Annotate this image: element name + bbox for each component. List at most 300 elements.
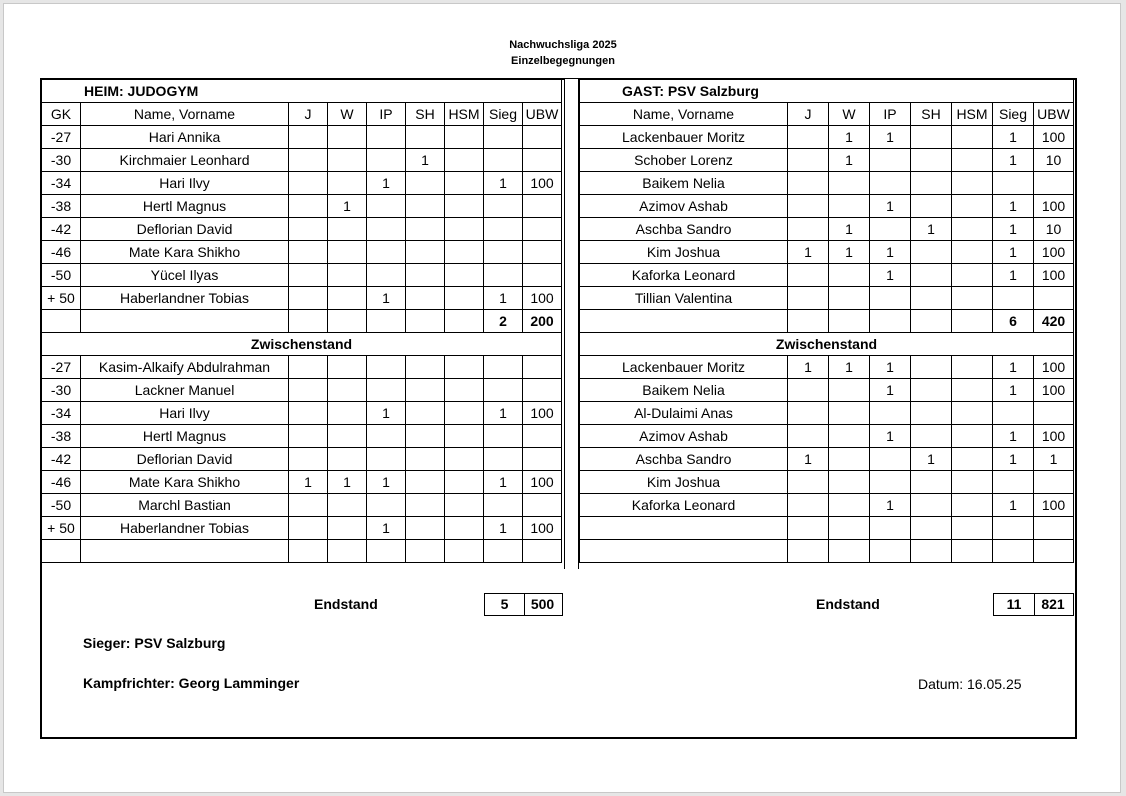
table-cell [523, 448, 562, 471]
table-cell: 10 [1034, 149, 1074, 172]
table-cell [952, 218, 993, 241]
table-cell [445, 126, 484, 149]
empty-cell [445, 310, 484, 333]
table-cell: 1 [993, 126, 1034, 149]
table-cell: 1 [870, 379, 911, 402]
table-row [580, 241, 1074, 264]
table-cell [952, 448, 993, 471]
table-cell [328, 356, 367, 379]
guest-section-row [580, 333, 1074, 356]
table-row [42, 287, 562, 310]
guest-round1-total-row [580, 310, 1074, 333]
table-cell [993, 517, 1034, 540]
document-title: Nachwuchsliga 2025 [509, 39, 617, 51]
table-cell: 1 [367, 517, 406, 540]
table-cell [445, 149, 484, 172]
empty-cell [829, 310, 870, 333]
table-row [580, 149, 1074, 172]
empty-cell [788, 310, 829, 333]
table-cell: Marchl Bastian [81, 494, 289, 517]
table-cell: 1 [367, 402, 406, 425]
home-blank-row [42, 540, 562, 563]
table-row [580, 379, 1074, 402]
guest-round1-sieg-total: 6 [993, 310, 1034, 333]
table-cell: 1 [484, 402, 523, 425]
table-cell [788, 172, 829, 195]
table-cell [911, 379, 952, 402]
home-title-row [42, 80, 562, 103]
table-cell: 1 [829, 218, 870, 241]
table-row [580, 287, 1074, 310]
table-cell [788, 471, 829, 494]
table-cell: 1 [289, 471, 328, 494]
home-endstand-sieg: 5 [484, 593, 525, 616]
table-divider [564, 79, 579, 569]
empty-cell [580, 540, 788, 563]
table-cell: 100 [523, 172, 562, 195]
empty-cell [1034, 540, 1074, 563]
table-row [42, 448, 562, 471]
table-cell: 1 [993, 425, 1034, 448]
table-cell [829, 425, 870, 448]
table-cell [289, 172, 328, 195]
column-header: SH [406, 103, 445, 126]
table-cell [445, 425, 484, 448]
table-cell: 1 [870, 494, 911, 517]
table-cell [484, 379, 523, 402]
table-cell [328, 264, 367, 287]
table-cell: 100 [523, 471, 562, 494]
empty-cell [911, 540, 952, 563]
table-cell [484, 356, 523, 379]
table-cell: 1 [870, 126, 911, 149]
table-cell: + 50 [42, 287, 81, 310]
empty-cell [870, 310, 911, 333]
table-cell: Mate Kara Shikho [81, 241, 289, 264]
table-row [580, 402, 1074, 425]
table-cell: Hari Ilvy [81, 402, 289, 425]
column-header: IP [367, 103, 406, 126]
empty-cell [328, 310, 367, 333]
table-cell: Hari Annika [81, 126, 289, 149]
table-cell [1034, 517, 1074, 540]
table-cell [911, 356, 952, 379]
referee-label: Kampfrichter: Georg Lamminger [83, 675, 300, 691]
table-cell: 1 [484, 172, 523, 195]
table-row [580, 195, 1074, 218]
table-cell [367, 218, 406, 241]
table-cell [911, 241, 952, 264]
guest-blank-row [580, 540, 1074, 563]
empty-cell [484, 540, 523, 563]
table-cell: Aschba Sandro [580, 448, 788, 471]
table-cell [289, 448, 328, 471]
table-cell: -38 [42, 425, 81, 448]
home-endstand-ubw: 500 [523, 593, 563, 616]
column-header: J [788, 103, 829, 126]
table-cell: Deflorian David [81, 218, 289, 241]
table-cell: 1 [993, 195, 1034, 218]
table-cell: Lackenbauer Moritz [580, 356, 788, 379]
table-cell [406, 172, 445, 195]
table-cell: -46 [42, 471, 81, 494]
table-cell: 1 [367, 172, 406, 195]
table-cell: 100 [523, 287, 562, 310]
table-cell [328, 448, 367, 471]
table-cell [993, 287, 1034, 310]
table-cell [523, 264, 562, 287]
table-cell: 1 [993, 218, 1034, 241]
table-cell [870, 218, 911, 241]
table-row [580, 218, 1074, 241]
table-cell [952, 149, 993, 172]
table-cell [952, 402, 993, 425]
table-cell: -27 [42, 356, 81, 379]
table-cell [952, 264, 993, 287]
table-cell [870, 471, 911, 494]
table-cell: 100 [1034, 494, 1074, 517]
table-cell [328, 425, 367, 448]
table-cell [484, 241, 523, 264]
table-cell [445, 402, 484, 425]
table-cell: Mate Kara Shikho [81, 471, 289, 494]
table-row [580, 264, 1074, 287]
table-cell [367, 264, 406, 287]
table-cell [523, 241, 562, 264]
table-cell [952, 425, 993, 448]
table-cell: -27 [42, 126, 81, 149]
table-cell [367, 379, 406, 402]
table-cell: -34 [42, 402, 81, 425]
empty-cell [367, 310, 406, 333]
table-cell: + 50 [42, 517, 81, 540]
table-cell [911, 517, 952, 540]
column-header: UBW [523, 103, 562, 126]
table-cell: Kim Joshua [580, 471, 788, 494]
table-cell [1034, 287, 1074, 310]
table-cell [523, 425, 562, 448]
table-cell: 1 [870, 425, 911, 448]
table-cell: 100 [1034, 425, 1074, 448]
table-cell [289, 494, 328, 517]
guest-zwischenstand-heading: Zwischenstand [580, 333, 1074, 356]
table-cell [484, 218, 523, 241]
table-row [580, 172, 1074, 195]
column-header: SH [911, 103, 952, 126]
table-cell [952, 195, 993, 218]
table-cell: Al-Dulaimi Anas [580, 402, 788, 425]
column-header: J [289, 103, 328, 126]
table-cell [406, 379, 445, 402]
table-cell: 1 [870, 356, 911, 379]
table-row [42, 172, 562, 195]
table-row [580, 448, 1074, 471]
table-cell [484, 494, 523, 517]
table-cell: 1 [993, 379, 1034, 402]
table-cell: 1 [788, 448, 829, 471]
table-cell: 1 [829, 149, 870, 172]
column-header: HSM [952, 103, 993, 126]
table-cell: 1 [829, 241, 870, 264]
table-cell [911, 471, 952, 494]
table-cell [406, 287, 445, 310]
table-cell [523, 494, 562, 517]
table-row [42, 264, 562, 287]
table-cell: 100 [1034, 264, 1074, 287]
guest-endstand-label: Endstand [816, 596, 880, 612]
table-cell: -30 [42, 149, 81, 172]
guest-header-row [580, 103, 1074, 126]
table-cell: -34 [42, 172, 81, 195]
table-cell [406, 218, 445, 241]
table-cell: 100 [1034, 126, 1074, 149]
winner-label: Sieger: PSV Salzburg [83, 635, 226, 651]
table-cell: 1 [367, 471, 406, 494]
home-team-title: HEIM: JUDOGYM [42, 80, 562, 103]
table-cell: Aschba Sandro [580, 218, 788, 241]
table-row [42, 149, 562, 172]
table-cell: Kaforka Leonard [580, 494, 788, 517]
table-cell [328, 218, 367, 241]
table-cell [829, 494, 870, 517]
table-cell [445, 379, 484, 402]
table-cell [788, 264, 829, 287]
guest-team-table [579, 79, 1074, 563]
table-cell [289, 356, 328, 379]
empty-cell [406, 540, 445, 563]
table-cell [445, 195, 484, 218]
empty-cell [367, 540, 406, 563]
table-cell: 100 [1034, 195, 1074, 218]
table-cell [952, 126, 993, 149]
empty-cell [829, 540, 870, 563]
table-cell: 1 [484, 287, 523, 310]
empty-cell [952, 310, 993, 333]
table-cell [367, 241, 406, 264]
table-cell: 1 [870, 241, 911, 264]
empty-cell [788, 540, 829, 563]
table-cell [367, 425, 406, 448]
home-round1-total-row [42, 310, 562, 333]
table-cell [445, 517, 484, 540]
table-row [42, 195, 562, 218]
table-cell [289, 517, 328, 540]
table-cell [289, 218, 328, 241]
table-row [42, 126, 562, 149]
table-cell: Lackenbauer Moritz [580, 126, 788, 149]
table-cell [445, 287, 484, 310]
table-cell [788, 517, 829, 540]
document-subtitle: Einzelbegegnungen [511, 55, 615, 67]
table-cell [952, 287, 993, 310]
empty-cell [523, 540, 562, 563]
table-cell [788, 126, 829, 149]
table-cell [289, 241, 328, 264]
table-cell [328, 241, 367, 264]
table-cell: 1 [1034, 448, 1074, 471]
table-cell: 1 [788, 356, 829, 379]
table-cell [788, 494, 829, 517]
empty-cell [445, 540, 484, 563]
table-cell [484, 126, 523, 149]
table-cell [911, 425, 952, 448]
table-cell: 1 [993, 494, 1034, 517]
table-cell [445, 356, 484, 379]
table-cell [289, 149, 328, 172]
column-header: UBW [1034, 103, 1074, 126]
table-cell: 1 [993, 241, 1034, 264]
column-header: Sieg [484, 103, 523, 126]
table-cell: Hertl Magnus [81, 425, 289, 448]
table-row [580, 494, 1074, 517]
table-cell [367, 126, 406, 149]
table-cell: -38 [42, 195, 81, 218]
table-cell [445, 218, 484, 241]
column-header: W [829, 103, 870, 126]
table-cell: 1 [993, 448, 1034, 471]
table-cell [367, 195, 406, 218]
table-cell: 1 [788, 241, 829, 264]
table-cell: Yücel Ilyas [81, 264, 289, 287]
table-cell: Hertl Magnus [81, 195, 289, 218]
table-cell [406, 356, 445, 379]
table-cell [788, 218, 829, 241]
table-row [42, 356, 562, 379]
table-row [42, 241, 562, 264]
table-cell: 100 [523, 402, 562, 425]
table-cell: 1 [328, 471, 367, 494]
table-cell [289, 425, 328, 448]
table-cell: 1 [993, 149, 1034, 172]
table-cell: 1 [484, 517, 523, 540]
table-cell [328, 379, 367, 402]
table-cell [952, 517, 993, 540]
table-cell [870, 149, 911, 172]
table-cell [328, 126, 367, 149]
table-row [42, 379, 562, 402]
table-cell [952, 379, 993, 402]
table-cell [993, 471, 1034, 494]
table-cell [1034, 172, 1074, 195]
table-cell [289, 126, 328, 149]
table-cell [328, 149, 367, 172]
table-cell [484, 448, 523, 471]
table-cell: 1 [406, 149, 445, 172]
table-cell [911, 172, 952, 195]
table-cell: Schober Lorenz [580, 149, 788, 172]
table-cell [952, 471, 993, 494]
table-cell [484, 425, 523, 448]
table-cell: Kim Joshua [580, 241, 788, 264]
empty-cell [911, 310, 952, 333]
empty-cell [870, 540, 911, 563]
table-cell [328, 494, 367, 517]
table-row [580, 471, 1074, 494]
table-cell [289, 264, 328, 287]
table-row [42, 425, 562, 448]
empty-cell [993, 540, 1034, 563]
table-cell: -42 [42, 448, 81, 471]
table-cell: Haberlandner Tobias [81, 517, 289, 540]
table-cell [406, 517, 445, 540]
table-cell [911, 287, 952, 310]
table-cell: 10 [1034, 218, 1074, 241]
date-label: Datum: 16.05.25 [918, 676, 1022, 692]
table-cell: 100 [1034, 241, 1074, 264]
table-cell [406, 402, 445, 425]
table-cell [911, 195, 952, 218]
table-cell: 1 [993, 356, 1034, 379]
table-cell: -50 [42, 264, 81, 287]
empty-cell [580, 310, 788, 333]
table-cell [829, 172, 870, 195]
table-cell [328, 172, 367, 195]
table-cell [952, 356, 993, 379]
table-cell: Deflorian David [81, 448, 289, 471]
table-cell: -46 [42, 241, 81, 264]
table-cell [289, 195, 328, 218]
guest-endstand-ubw: 821 [1033, 593, 1074, 616]
table-cell: 1 [870, 195, 911, 218]
table-cell: Hari Ilvy [81, 172, 289, 195]
table-cell [1034, 402, 1074, 425]
table-cell: Kaforka Leonard [580, 264, 788, 287]
table-cell: Azimov Ashab [580, 425, 788, 448]
table-cell [829, 287, 870, 310]
table-cell [952, 172, 993, 195]
table-cell: 1 [328, 195, 367, 218]
table-cell: 1 [484, 471, 523, 494]
table-cell [993, 402, 1034, 425]
column-header: Name, Vorname [81, 103, 289, 126]
table-cell: Azimov Ashab [580, 195, 788, 218]
table-cell [788, 149, 829, 172]
table-cell [445, 494, 484, 517]
column-header: W [328, 103, 367, 126]
table-cell [523, 379, 562, 402]
table-cell [829, 402, 870, 425]
table-cell: 100 [1034, 356, 1074, 379]
empty-cell [81, 540, 289, 563]
table-cell [523, 149, 562, 172]
table-cell [788, 195, 829, 218]
empty-cell [81, 310, 289, 333]
table-cell: 100 [523, 517, 562, 540]
empty-cell [406, 310, 445, 333]
table-cell [406, 471, 445, 494]
table-cell [328, 287, 367, 310]
table-cell [829, 264, 870, 287]
guest-title-row [580, 80, 1074, 103]
table-cell: Kasim-Alkaify Abdulrahman [81, 356, 289, 379]
table-cell [328, 402, 367, 425]
table-cell [406, 494, 445, 517]
table-cell [406, 425, 445, 448]
table-cell: Baikem Nelia [580, 379, 788, 402]
table-row [580, 126, 1074, 149]
table-cell [406, 195, 445, 218]
table-cell [829, 195, 870, 218]
table-cell [406, 241, 445, 264]
empty-cell [289, 540, 328, 563]
table-cell [523, 126, 562, 149]
empty-cell [42, 310, 81, 333]
table-cell [829, 471, 870, 494]
table-cell [289, 379, 328, 402]
table-cell [406, 126, 445, 149]
table-cell [829, 379, 870, 402]
table-cell [911, 494, 952, 517]
